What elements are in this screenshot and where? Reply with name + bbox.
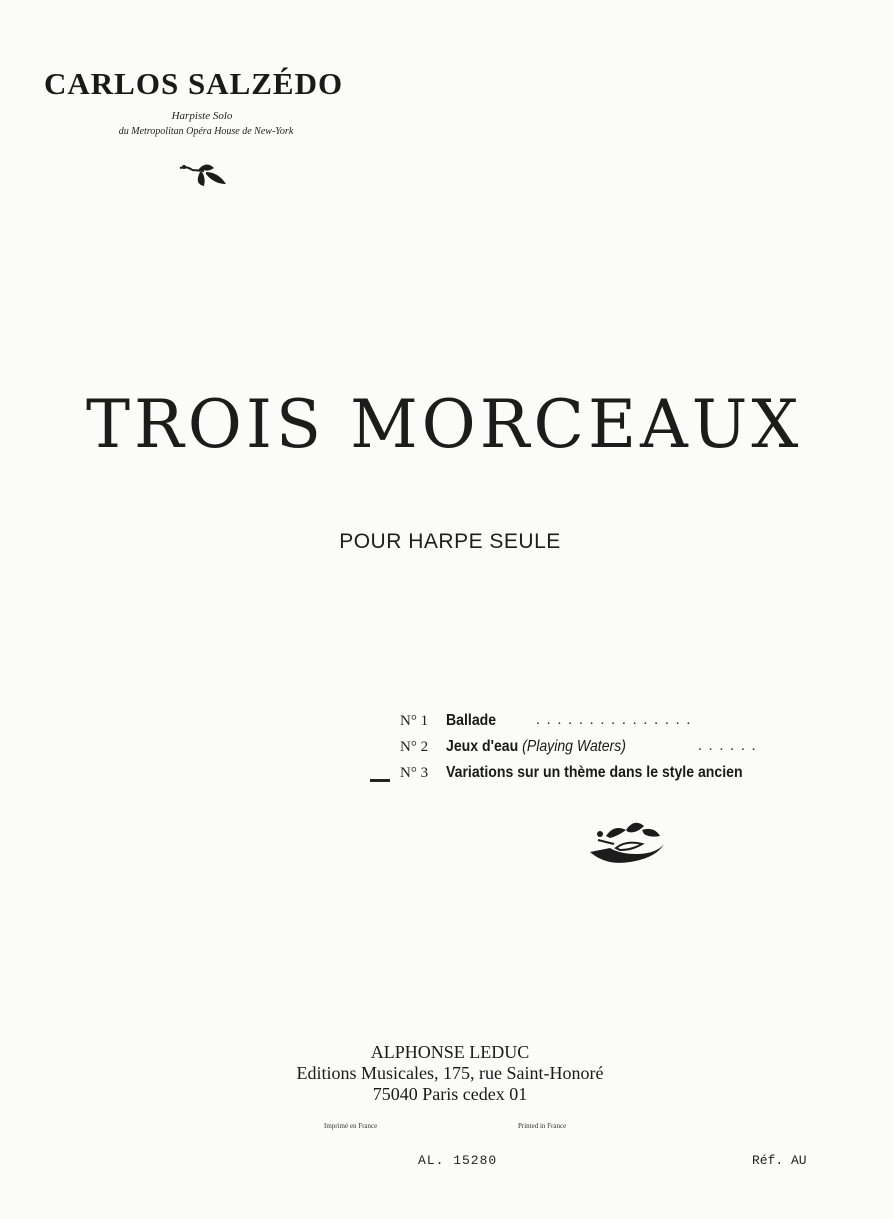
piece-title-group [446,738,626,756]
work-title: TROIS MORCEAUX [86,386,803,463]
composer-role: Harpiste Solo [171,110,233,122]
composer-affiliation: du Metropolitan Opéra House de New-York [118,126,294,137]
reference-code: Réf. AU [752,1153,807,1168]
work-subtitle: POUR HARPE SEULE [339,530,561,553]
leader-dots: ...... [698,738,763,754]
piece-title-translation: (Playing Waters) [522,738,626,755]
plate-number: AL. 15280 [418,1153,498,1168]
list-item [368,712,818,738]
publisher-block [240,1042,660,1105]
imprint-fr: Imprimé en France [324,1122,378,1130]
piece-title: Ballade [446,712,497,729]
list-item [368,764,818,790]
leaf-ornament-icon [178,158,230,190]
floral-ornament-icon [586,818,668,866]
imprint-en: Printed in France [518,1122,567,1130]
composer-name: CARLOS SALZÉDO [44,66,344,101]
piece-number: N° 3 [400,765,429,781]
marker-dash [370,779,390,782]
contents-list [368,712,818,790]
publisher-city: 75040 Paris cedex 01 [372,1084,528,1104]
list-item [368,738,818,764]
piece-title: Jeux d'eau [446,738,519,755]
piece-title: Variations sur un thème dans le style ancien [446,764,743,781]
leader-dots: ............... [536,712,698,728]
piece-number: N° 1 [400,713,429,729]
publisher-address: Editions Musicales, 175, rue Saint-Honoré [296,1063,604,1083]
piece-number: N° 2 [400,739,429,755]
publisher-name: ALPHONSE LEDUC [370,1042,530,1062]
